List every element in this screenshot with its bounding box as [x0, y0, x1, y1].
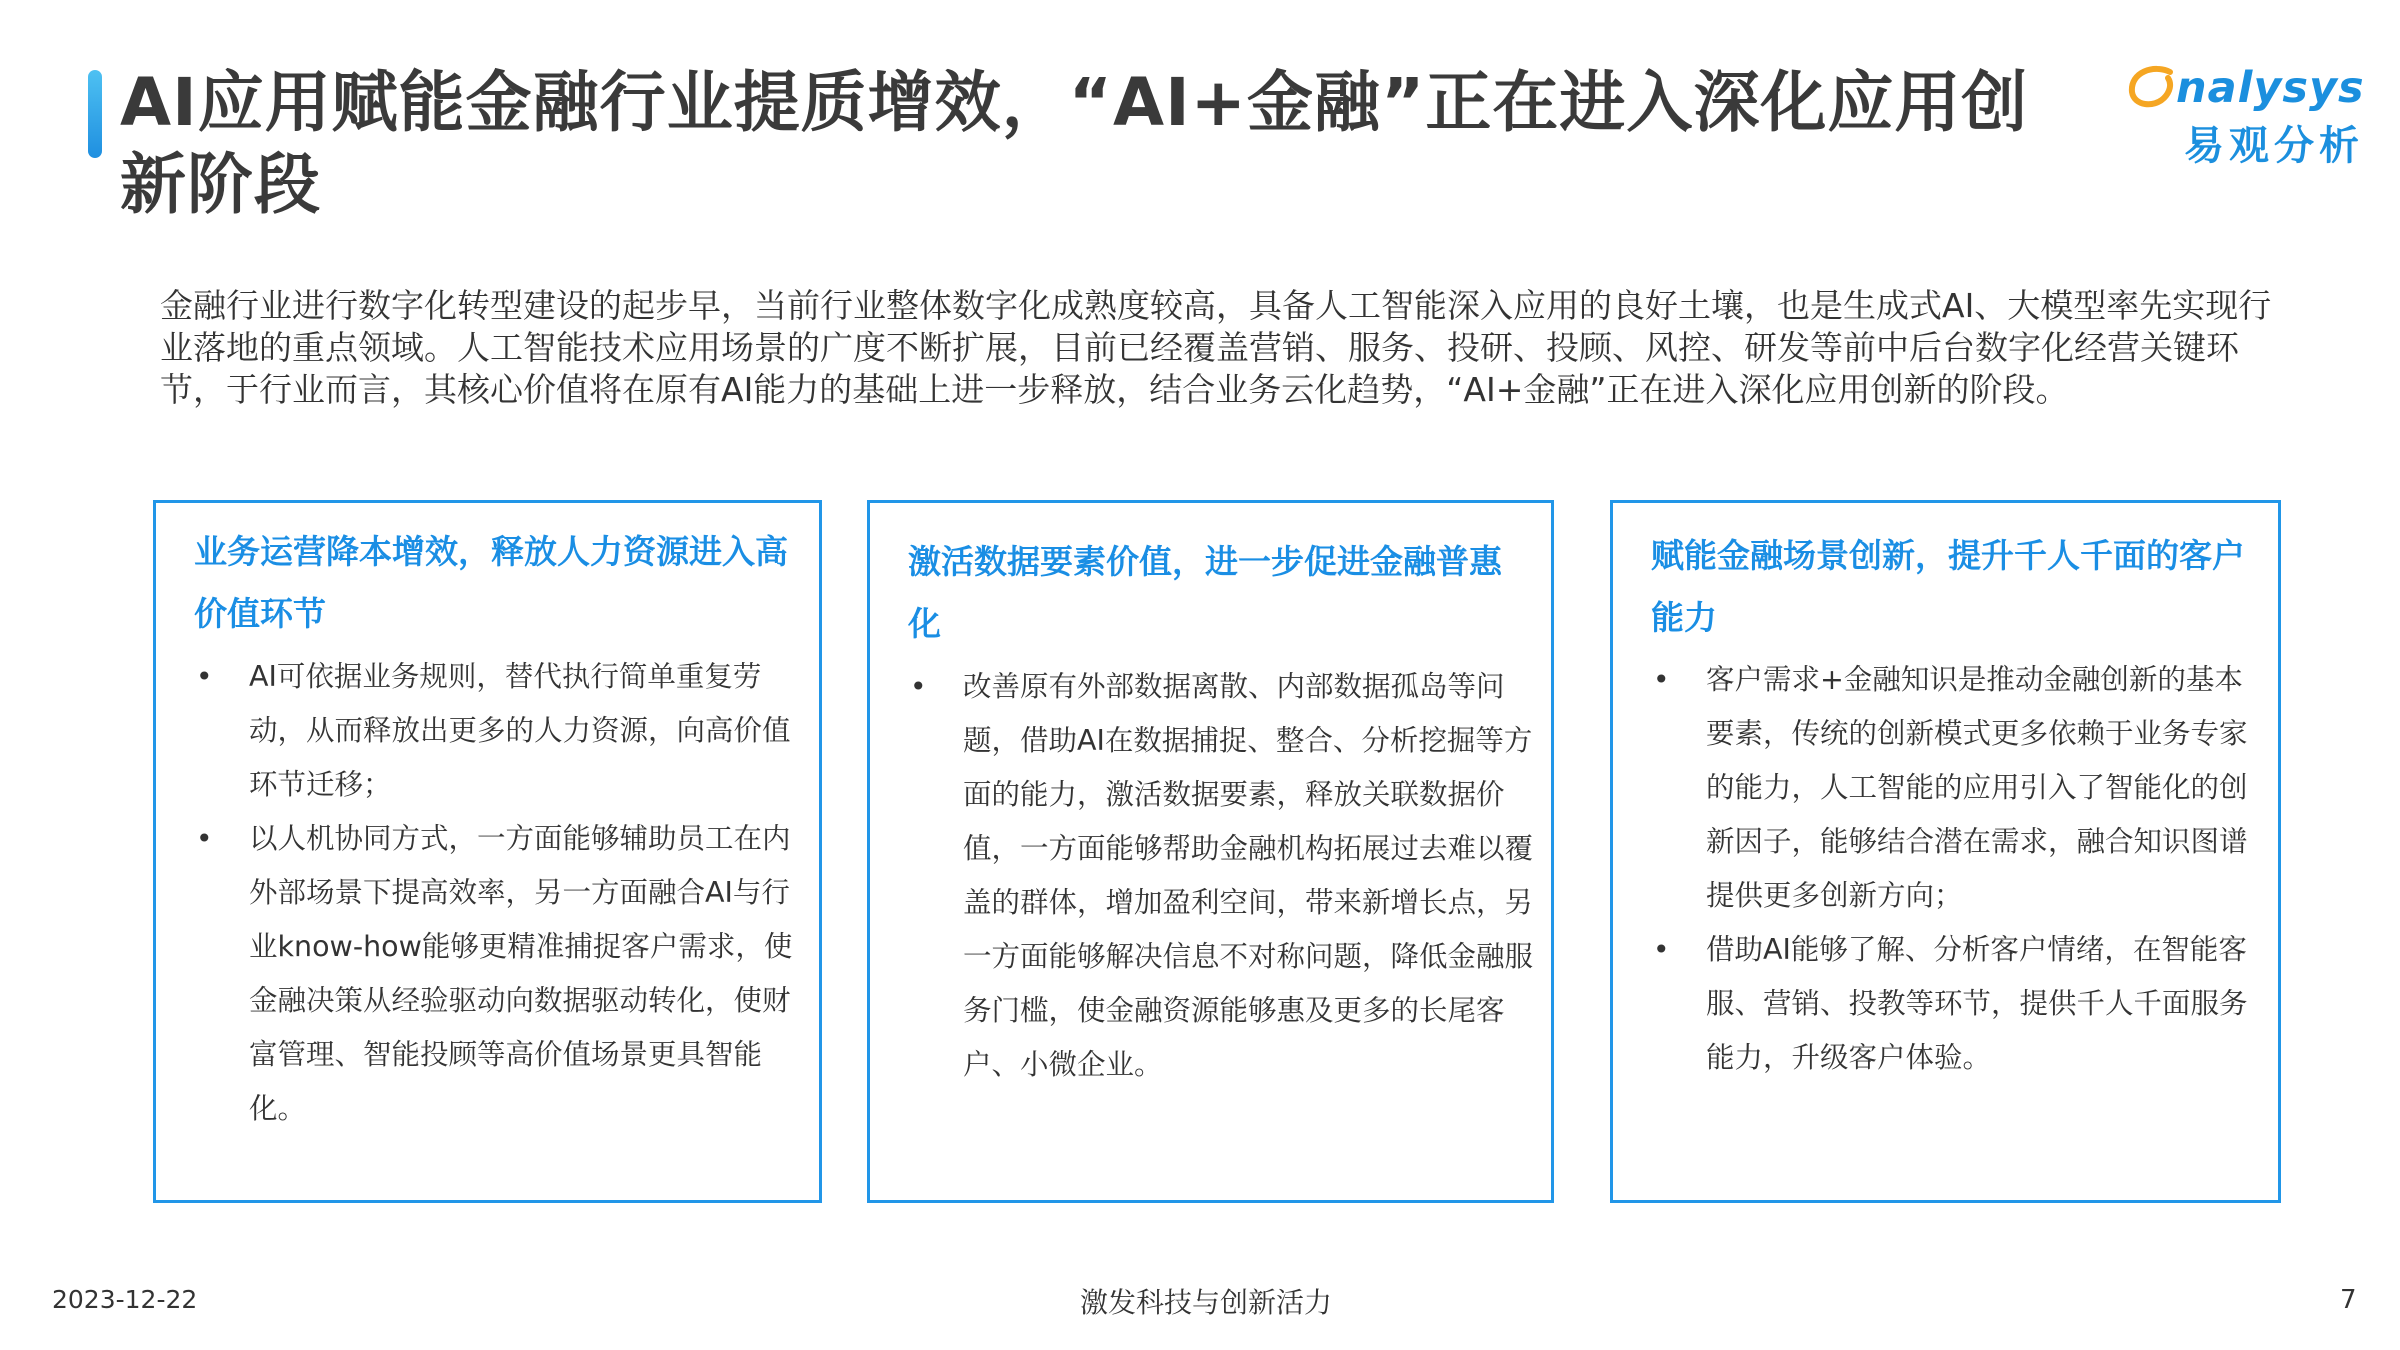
card-title: 业务运营降本增效，释放人力资源进入高价值环节 [194, 532, 788, 633]
bullet-dot-icon: • [1653, 933, 1670, 966]
logo-chinese-text: 易观分析 [2184, 123, 2364, 169]
bullet-item [194, 650, 803, 812]
bullet-list [194, 650, 803, 1136]
bullet-item [908, 660, 1535, 1092]
bullet-item [1651, 653, 2262, 923]
intro-paragraph: 金融行业进行数字化转型建设的起步早，当前行业整体数字化成熟度较高，具备人工智能深入应用的良好土壤，也是生成式AI、大模型率先实现行业落地的重点领域。人工智能技术应用场景的广度不断扩展，目前已经覆盖营销、服务、投研、投顾、风控、研发等前中后台数字化经营关键环节，于行业而言，其核心价值将在原有AI能力的基础上进一步释放，结合业务云化趋势，“AI+金融”正在进入深化应用创新的阶段。 [160, 286, 2272, 409]
bullet-text: 以人机协同方式，一方面能够辅助员工在内外部场景下提高效率，另一方面融合AI与行业know-how能够更精准捕捉客户需求，使金融决策从经验驱动向数据驱动转化，使财富管理、智能投顾等高价值场景更具智能化。 [249, 822, 793, 1125]
bullet-dot-icon: • [196, 660, 213, 693]
bullet-text: 改善原有外部数据离散、内部数据孤岛等问题，借助AI在数据捕捉、整合、分析挖掘等方面的能力，激活数据要素，释放关联数据价值，一方面能够帮助金融机构拓展过去难以覆盖的群体，增加盈利空间，带来新增长点，另一方面能够解决信息不对称问题，降低金融服务门槛，使金融资源能够惠及更多的长尾客户、小微企业。 [963, 670, 1534, 1081]
footer-slogan: 激发科技与创新活力 [1080, 1286, 1333, 1319]
bullet-dot-icon: • [196, 822, 213, 855]
card-title: 激活数据要素价值，进一步促进金融普惠化 [908, 542, 1502, 643]
card-cost-efficiency [153, 500, 822, 1203]
footer-date: 2023-12-22 [52, 1285, 198, 1314]
title-accent-bar [88, 70, 102, 158]
bullet-text: AI可依据业务规则，替代执行简单重复劳动，从而释放出更多的人力资源，向高价值环节迁移； [249, 660, 791, 801]
logo-english-text: nalysys [2176, 63, 2365, 113]
bullet-text: 借助AI能够了解、分析客户情绪，在智能客服、营销、投教等环节，提供千人千面服务能力，升级客户体验。 [1706, 933, 2248, 1074]
bullet-list [908, 660, 1535, 1092]
bullet-list [1651, 653, 2262, 1085]
bullet-text: 客户需求+金融知识是推动金融创新的基本要素，传统的创新模式更多依赖于业务专家的能力，人工智能的应用引入了智能化的创新因子，能够结合潜在需求，融合知识图谱提供更多创新方向； [1706, 663, 2248, 912]
analysys-logo [2130, 58, 2370, 178]
page-title: AI应用赋能金融行业提质增效，“AI+金融”正在进入深化应用创新阶段 [120, 64, 2029, 223]
card-data-value [867, 500, 1554, 1203]
card-title: 赋能金融场景创新，提升千人千面的客户能力 [1651, 536, 2245, 637]
bullet-dot-icon: • [910, 670, 927, 703]
card-scenario-innovation [1610, 500, 2281, 1203]
page-number: 7 [2340, 1285, 2357, 1315]
bullet-item [1651, 923, 2262, 1085]
bullet-dot-icon: • [1653, 663, 1670, 696]
bullet-item [194, 812, 803, 1136]
